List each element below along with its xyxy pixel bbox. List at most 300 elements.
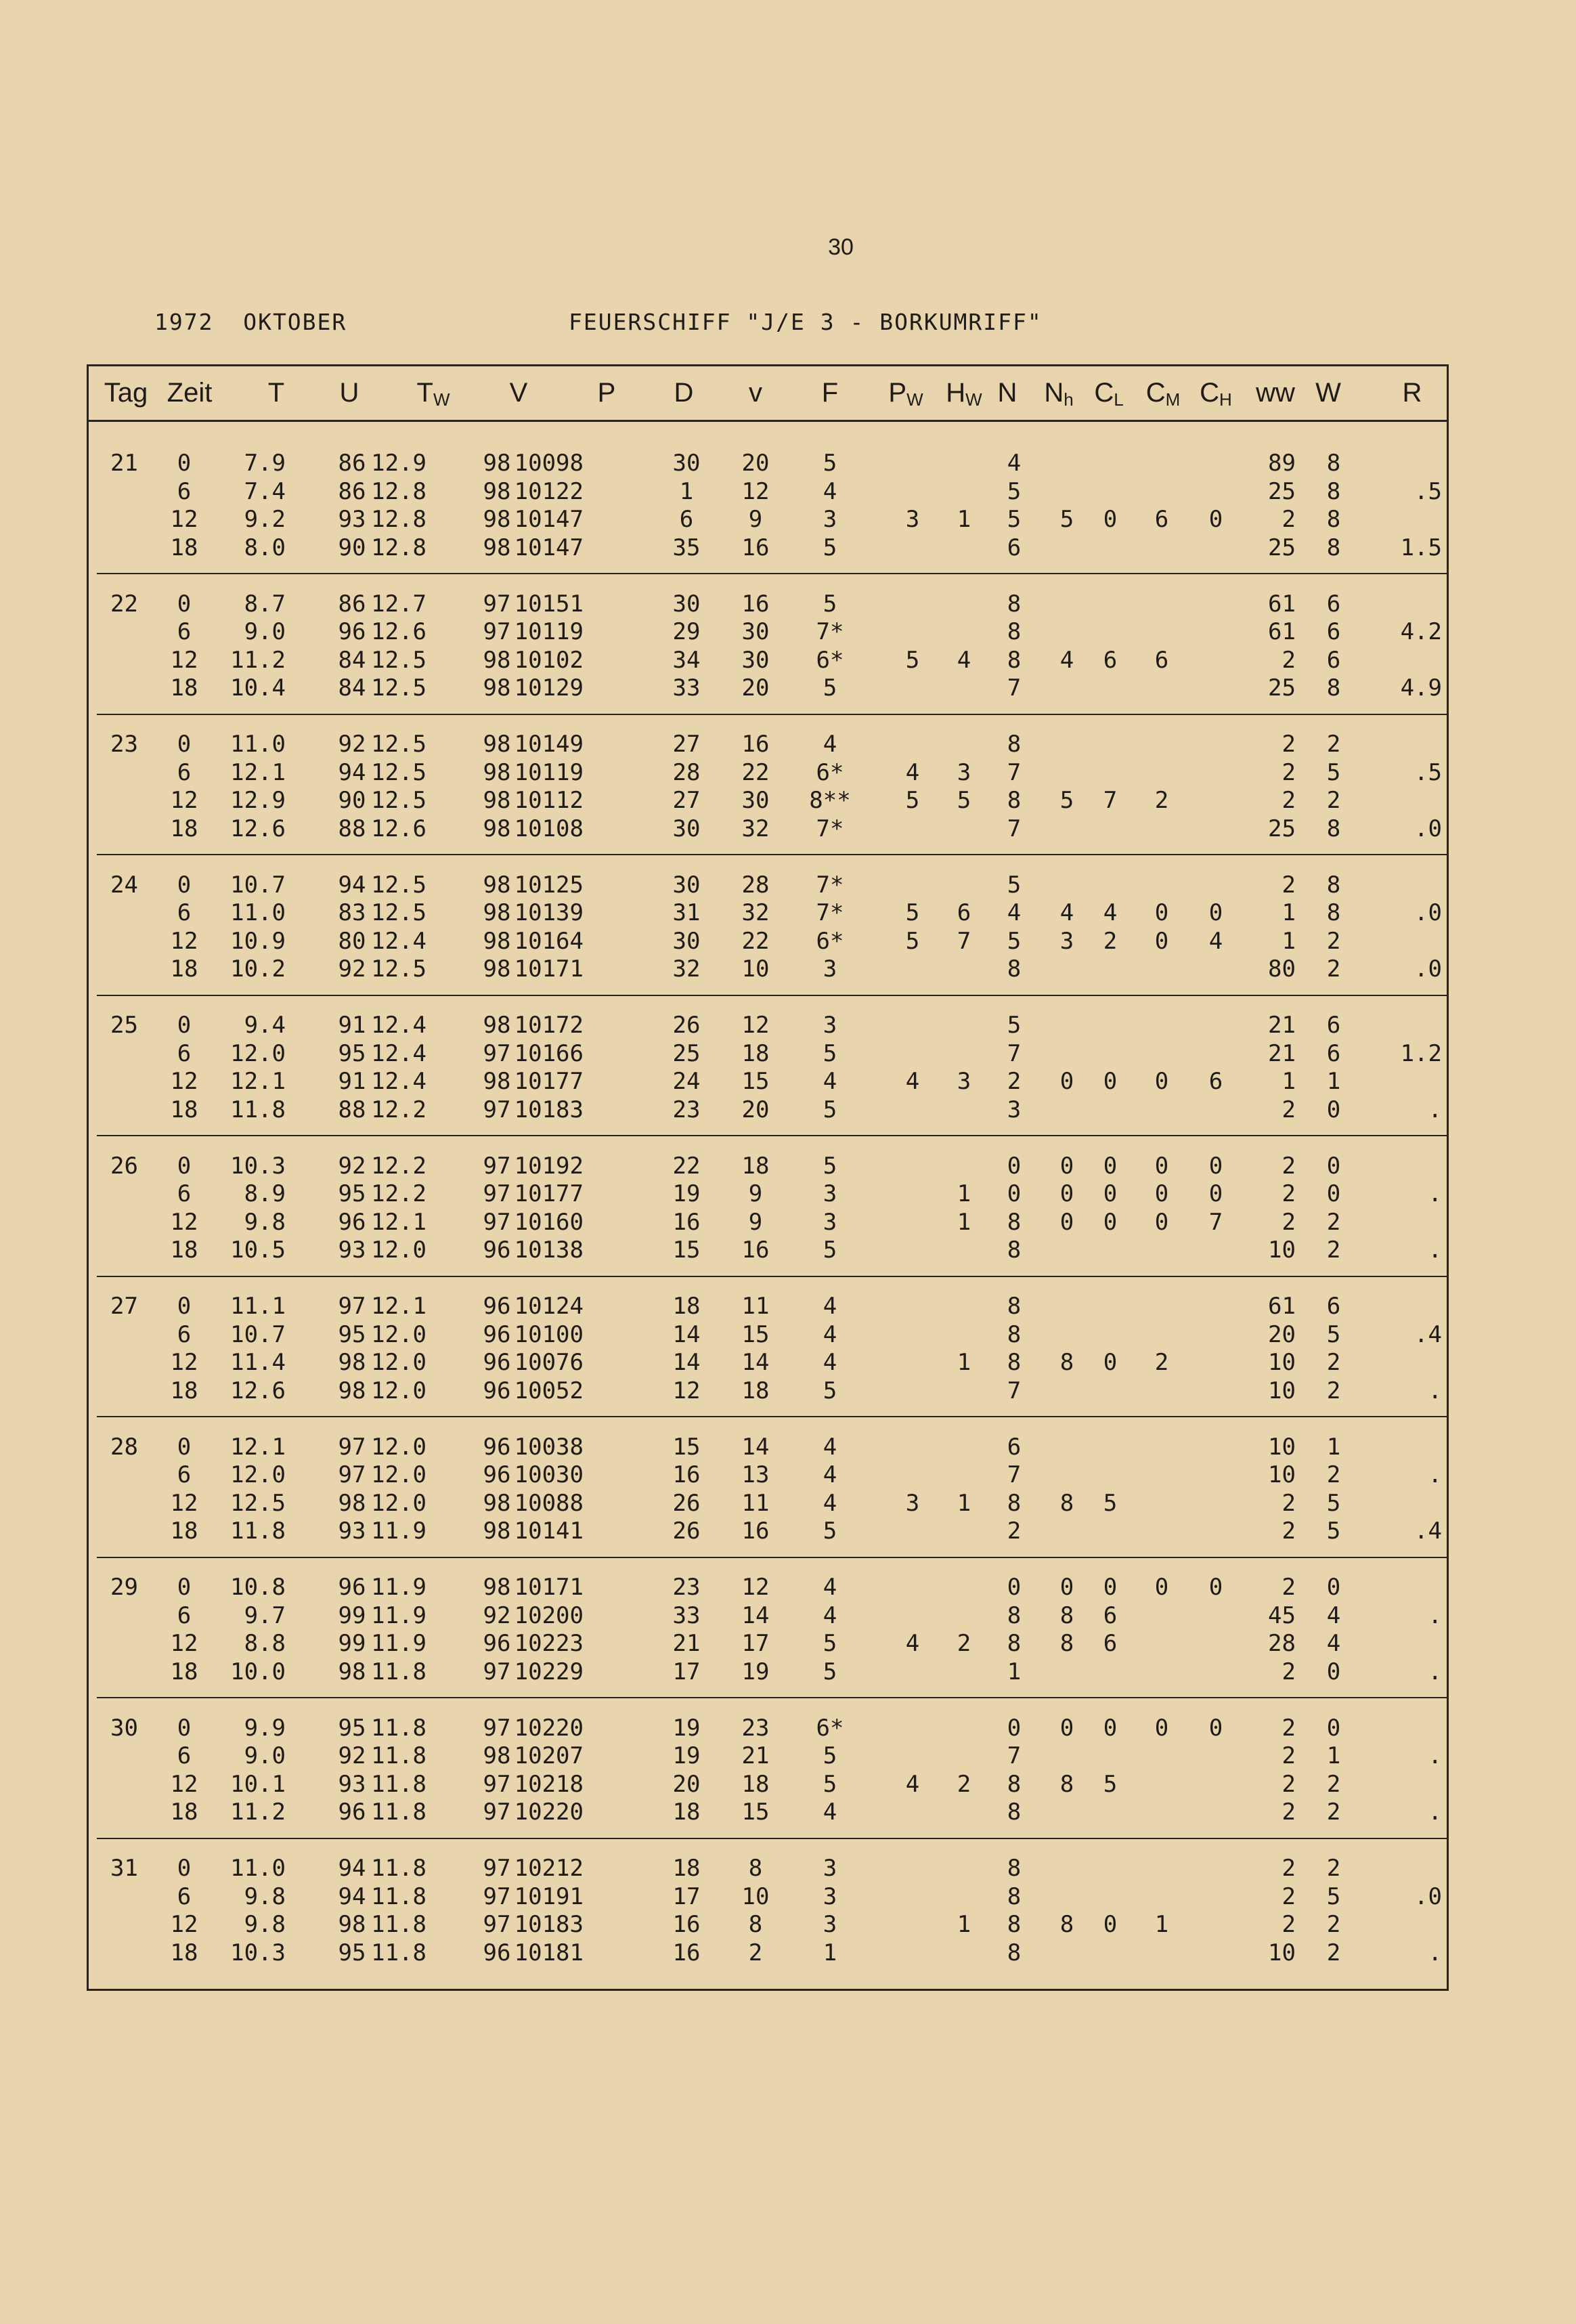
table-cell: 1 bbox=[957, 1911, 971, 1938]
table-cell: 11.0 bbox=[230, 731, 286, 758]
table-cell: 12 bbox=[170, 1068, 198, 1095]
table-cell: 10160 bbox=[514, 1208, 584, 1236]
table-cell: 6 bbox=[177, 618, 192, 645]
table-cell: 97 bbox=[483, 1152, 511, 1180]
table-cell: 32 bbox=[741, 899, 770, 926]
table-cell: 4 bbox=[1103, 899, 1118, 926]
column-header-subscript: W bbox=[965, 389, 982, 410]
table-cell: 2 bbox=[1326, 731, 1341, 758]
table-cell: 18 bbox=[170, 1658, 198, 1685]
table-cell: 80 bbox=[338, 927, 366, 955]
column-header-label: N bbox=[997, 378, 1017, 408]
column-header-label: T bbox=[416, 378, 433, 408]
table-cell: 18 bbox=[170, 955, 198, 983]
table-cell: 5 bbox=[1103, 1770, 1118, 1798]
table-cell: 3 bbox=[823, 955, 837, 983]
table-cell: 0 bbox=[1326, 1180, 1341, 1207]
table-cell: 2 bbox=[1154, 787, 1169, 814]
column-header bbox=[674, 378, 694, 408]
table-cell: 18 bbox=[170, 815, 198, 842]
table-cell: 18 bbox=[672, 1799, 701, 1826]
day-group bbox=[89, 1715, 1447, 1855]
table-cell: 0 bbox=[1059, 1208, 1074, 1236]
table-cell: 12.0 bbox=[371, 1377, 426, 1404]
table-cell: 8 bbox=[1007, 1320, 1022, 1348]
table-cell: 15 bbox=[672, 1433, 701, 1461]
table-cell: 18 bbox=[170, 1518, 198, 1545]
table-cell: 97 bbox=[483, 1096, 511, 1123]
table-cell: 94 bbox=[338, 758, 366, 786]
table-cell: 28 bbox=[741, 871, 770, 899]
table-cell: 0 bbox=[1059, 1068, 1074, 1095]
table-cell: .0 bbox=[1414, 815, 1442, 842]
table-cell: 0 bbox=[1103, 1152, 1118, 1180]
table-cell: 4 bbox=[823, 1601, 837, 1629]
table-cell: 7 bbox=[1208, 1208, 1223, 1236]
table-cell: 6 bbox=[177, 1601, 192, 1629]
column-header bbox=[510, 378, 528, 408]
column-header bbox=[1200, 378, 1232, 410]
table-cell: 92 bbox=[338, 731, 366, 758]
table-cell: .0 bbox=[1414, 899, 1442, 926]
table-cell: 14 bbox=[741, 1349, 770, 1376]
day-divider bbox=[97, 573, 1447, 574]
table-cell: 22 bbox=[741, 927, 770, 955]
table-cell: 18 bbox=[741, 1039, 770, 1067]
table-cell: 11.0 bbox=[230, 899, 286, 926]
table-cell: 96 bbox=[338, 1574, 366, 1601]
table-cell: 8** bbox=[809, 787, 851, 814]
table-cell: 6 bbox=[177, 1461, 192, 1488]
table-cell: 8 bbox=[1007, 1911, 1022, 1938]
table-cell: 99 bbox=[338, 1601, 366, 1629]
table-cell: 10038 bbox=[514, 1433, 584, 1461]
table-cell: 99 bbox=[338, 1630, 366, 1657]
table-cell: 7 bbox=[1007, 758, 1022, 786]
table-cell: 30 bbox=[741, 787, 770, 814]
table-cell: 5 bbox=[1059, 787, 1074, 814]
table-cell: 8 bbox=[1059, 1770, 1074, 1798]
day-group bbox=[89, 1434, 1447, 1574]
table-cell: 98 bbox=[338, 1489, 366, 1517]
table-cell: 7* bbox=[816, 815, 844, 842]
table-cell: 7.4 bbox=[244, 477, 286, 505]
table-cell: 12 bbox=[170, 1770, 198, 1798]
table-cell: 10138 bbox=[514, 1236, 584, 1264]
table-cell: 20 bbox=[741, 674, 770, 702]
column-header bbox=[1094, 378, 1123, 410]
table-cell: 2 bbox=[1326, 1208, 1341, 1236]
table-cell: 8 bbox=[1326, 450, 1341, 477]
table-cell: 35 bbox=[672, 534, 701, 561]
table-cell: 31 bbox=[672, 899, 701, 926]
table-cell: 95 bbox=[338, 1320, 366, 1348]
table-cell: 2 bbox=[748, 1939, 763, 1966]
table-cell: 12.0 bbox=[371, 1320, 426, 1348]
table-cell: 10076 bbox=[514, 1349, 584, 1376]
table-cell: 7 bbox=[1007, 1742, 1022, 1769]
table-cell: 11.1 bbox=[230, 1293, 286, 1320]
table-cell: 4 bbox=[905, 1770, 920, 1798]
table-cell: 6 bbox=[177, 1742, 192, 1769]
table-cell: 12.8 bbox=[371, 477, 426, 505]
day-number: 29 bbox=[110, 1574, 138, 1601]
table-cell: 2 bbox=[1326, 1799, 1341, 1826]
table-cell: 0 bbox=[1103, 1574, 1118, 1601]
table-cell: 9.0 bbox=[244, 1742, 286, 1769]
table-cell: 0 bbox=[177, 1152, 192, 1180]
table-cell: 25 bbox=[1268, 815, 1296, 842]
table-cell: 83 bbox=[338, 899, 366, 926]
table-cell: 8 bbox=[1059, 1911, 1074, 1938]
table-cell: 11 bbox=[741, 1489, 770, 1517]
table-cell: 3 bbox=[905, 1489, 920, 1517]
table-cell: 0 bbox=[177, 1433, 192, 1461]
page-number: 30 bbox=[828, 234, 854, 260]
table-cell: 12.2 bbox=[371, 1152, 426, 1180]
table-cell: 7 bbox=[1007, 1461, 1022, 1488]
table-cell: 0 bbox=[1059, 1574, 1074, 1601]
table-cell: 5 bbox=[1326, 1320, 1341, 1348]
table-cell: 7* bbox=[816, 871, 844, 899]
year-month-heading: 1972 OKTOBER bbox=[154, 309, 347, 335]
table-cell: 10.7 bbox=[230, 1320, 286, 1348]
table-cell: 17 bbox=[741, 1630, 770, 1657]
table-cell: 16 bbox=[672, 1208, 701, 1236]
table-cell: 3 bbox=[957, 758, 971, 786]
table-cell: 6* bbox=[816, 646, 844, 674]
table-cell: 2 bbox=[1007, 1518, 1022, 1545]
table-cell: 2 bbox=[1326, 1770, 1341, 1798]
table-cell: 5 bbox=[823, 1630, 837, 1657]
table-cell: 90 bbox=[338, 787, 366, 814]
table-cell: 10119 bbox=[514, 758, 584, 786]
table-cell: 92 bbox=[338, 955, 366, 983]
table-cell: 5 bbox=[905, 787, 920, 814]
table-cell: 18 bbox=[170, 1236, 198, 1264]
table-cell: 2 bbox=[1103, 927, 1118, 955]
table-cell: 11.8 bbox=[371, 1742, 426, 1769]
table-cell: 5 bbox=[1326, 1489, 1341, 1517]
table-cell: 30 bbox=[741, 646, 770, 674]
table-cell: 11.8 bbox=[371, 1911, 426, 1938]
table-cell: 18 bbox=[170, 1096, 198, 1123]
table-cell: 98 bbox=[338, 1911, 366, 1938]
table-cell: 12 bbox=[170, 646, 198, 674]
table-cell: 1 bbox=[1282, 1068, 1296, 1095]
column-header-label: ww bbox=[1256, 378, 1295, 408]
day-divider bbox=[97, 1697, 1447, 1698]
table-cell: 6 bbox=[1154, 646, 1169, 674]
table-cell: 18 bbox=[672, 1855, 701, 1882]
table-cell: 5 bbox=[823, 590, 837, 618]
table-cell: . bbox=[1428, 1236, 1442, 1264]
table-cell: 10181 bbox=[514, 1939, 584, 1966]
table-cell: 10172 bbox=[514, 1012, 584, 1039]
table-cell: 8 bbox=[1007, 646, 1022, 674]
day-divider bbox=[97, 714, 1447, 715]
table-cell: 96 bbox=[338, 1208, 366, 1236]
table-cell: 97 bbox=[483, 1039, 511, 1067]
table-cell: 10223 bbox=[514, 1630, 584, 1657]
table-cell: 5 bbox=[905, 899, 920, 926]
table-cell: 7 bbox=[1007, 1377, 1022, 1404]
table-cell: 11.8 bbox=[371, 1799, 426, 1826]
table-cell: 5 bbox=[823, 1039, 837, 1067]
table-cell: 6 bbox=[1208, 1068, 1223, 1095]
table-cell: . bbox=[1428, 1461, 1442, 1488]
table-cell: 0 bbox=[177, 1714, 192, 1742]
table-cell: 8 bbox=[1326, 674, 1341, 702]
table-cell: 9 bbox=[748, 1208, 763, 1236]
table-cell: 21 bbox=[1268, 1012, 1296, 1039]
table-cell: 2 bbox=[1282, 1658, 1296, 1685]
table-cell: 10192 bbox=[514, 1152, 584, 1180]
table-cell: 10220 bbox=[514, 1799, 584, 1826]
table-cell: 5 bbox=[823, 450, 837, 477]
table-cell: 2 bbox=[1282, 731, 1296, 758]
table-cell: 5 bbox=[957, 787, 971, 814]
table-cell: 10102 bbox=[514, 646, 584, 674]
table-cell: .5 bbox=[1414, 758, 1442, 786]
day-group bbox=[89, 872, 1447, 1012]
table-cell: 26 bbox=[672, 1518, 701, 1545]
table-cell: 97 bbox=[483, 590, 511, 618]
column-header-subscript: M bbox=[1165, 389, 1181, 410]
table-cell: 5 bbox=[823, 1770, 837, 1798]
table-cell: 8 bbox=[1007, 1882, 1022, 1910]
table-cell: 4 bbox=[823, 1433, 837, 1461]
table-cell: 30 bbox=[672, 927, 701, 955]
table-cell: 89 bbox=[1268, 450, 1296, 477]
table-cell: 84 bbox=[338, 646, 366, 674]
table-cell: 2 bbox=[1326, 1939, 1341, 1966]
table-cell: 0 bbox=[1103, 1349, 1118, 1376]
table-cell: 10164 bbox=[514, 927, 584, 955]
table-cell: 10.2 bbox=[230, 955, 286, 983]
table-cell: 20 bbox=[741, 450, 770, 477]
day-group bbox=[89, 1574, 1447, 1715]
table-cell: 3 bbox=[823, 1208, 837, 1236]
table-cell: 10 bbox=[741, 955, 770, 983]
table-cell: 94 bbox=[338, 1855, 366, 1882]
table-cell: 2 bbox=[1326, 955, 1341, 983]
table-cell: 5 bbox=[823, 534, 837, 561]
table-cell: 12.0 bbox=[230, 1039, 286, 1067]
table-cell: 4.2 bbox=[1400, 618, 1442, 645]
table-cell: 15 bbox=[741, 1068, 770, 1095]
table-cell: 23 bbox=[672, 1096, 701, 1123]
table-cell: 8 bbox=[1007, 1208, 1022, 1236]
table-cell: 0 bbox=[1154, 1068, 1169, 1095]
column-header-label: R bbox=[1402, 378, 1422, 408]
table-cell: 98 bbox=[483, 1574, 511, 1601]
table-cell: 1 bbox=[957, 1180, 971, 1207]
table-cell: 86 bbox=[338, 477, 366, 505]
table-cell: 33 bbox=[672, 674, 701, 702]
table-cell: 95 bbox=[338, 1714, 366, 1742]
table-cell: 4 bbox=[823, 1320, 837, 1348]
table-cell: 5 bbox=[1059, 506, 1074, 533]
table-cell: 1 bbox=[823, 1939, 837, 1966]
table-cell: 30 bbox=[672, 450, 701, 477]
table-cell: 8 bbox=[1007, 618, 1022, 645]
table-cell: 7* bbox=[816, 618, 844, 645]
column-header-label: P bbox=[597, 378, 616, 408]
table-cell: 0 bbox=[1059, 1714, 1074, 1742]
day-group bbox=[89, 731, 1447, 872]
table-cell: 7.9 bbox=[244, 450, 286, 477]
table-cell: 5 bbox=[1326, 758, 1341, 786]
table-cell: . bbox=[1428, 1096, 1442, 1123]
table-cell: 16 bbox=[672, 1461, 701, 1488]
table-cell: 97 bbox=[483, 1882, 511, 1910]
table-cell: 88 bbox=[338, 815, 366, 842]
table-cell: 6 bbox=[1326, 646, 1341, 674]
day-number: 26 bbox=[110, 1152, 138, 1180]
table-cell: 5 bbox=[823, 674, 837, 702]
table-cell: 2 bbox=[1282, 1574, 1296, 1601]
table-cell: 0 bbox=[1208, 899, 1223, 926]
table-cell: 2 bbox=[1282, 1799, 1296, 1826]
table-cell: 98 bbox=[483, 955, 511, 983]
table-cell: 98 bbox=[483, 450, 511, 477]
table-cell: 16 bbox=[741, 1518, 770, 1545]
table-cell: 6 bbox=[177, 1320, 192, 1348]
table-cell: 10171 bbox=[514, 955, 584, 983]
table-cell: 12.5 bbox=[371, 787, 426, 814]
table-cell: 1.5 bbox=[1400, 534, 1442, 561]
table-cell: 4.9 bbox=[1400, 674, 1442, 702]
column-header bbox=[1256, 378, 1295, 408]
table-cell: 4 bbox=[905, 758, 920, 786]
table-cell: 98 bbox=[338, 1349, 366, 1376]
table-cell: 10177 bbox=[514, 1068, 584, 1095]
table-cell: 34 bbox=[672, 646, 701, 674]
table-cell: 11.8 bbox=[371, 1882, 426, 1910]
table-cell: 3 bbox=[823, 1180, 837, 1207]
table-cell: 8.0 bbox=[244, 534, 286, 561]
table-cell: 9.8 bbox=[244, 1882, 286, 1910]
table-cell: 0 bbox=[1059, 1180, 1074, 1207]
table-cell: 12.1 bbox=[371, 1293, 426, 1320]
table-cell: 1 bbox=[1326, 1068, 1341, 1095]
table-cell: 16 bbox=[741, 534, 770, 561]
table-cell: 2 bbox=[1007, 1068, 1022, 1095]
table-cell: 11.9 bbox=[371, 1601, 426, 1629]
table-cell: 18 bbox=[741, 1152, 770, 1180]
table-cell: 12.1 bbox=[230, 1068, 286, 1095]
table-cell: 9.8 bbox=[244, 1208, 286, 1236]
table-cell: 4 bbox=[1326, 1630, 1341, 1657]
table-cell: 4 bbox=[905, 1068, 920, 1095]
table-cell: 20 bbox=[672, 1770, 701, 1798]
column-header-label: H bbox=[946, 378, 966, 408]
table-cell: 4 bbox=[823, 1349, 837, 1376]
table-cell: 6 bbox=[1103, 1601, 1118, 1629]
table-cell: 0 bbox=[1154, 1714, 1169, 1742]
table-cell: 24 bbox=[672, 1068, 701, 1095]
table-cell: 19 bbox=[672, 1714, 701, 1742]
table-cell: 5 bbox=[1007, 871, 1022, 899]
table-cell: 12 bbox=[170, 506, 198, 533]
table-cell: 12.7 bbox=[371, 590, 426, 618]
table-cell: 10 bbox=[1268, 1433, 1296, 1461]
table-cell: 6 bbox=[1326, 1293, 1341, 1320]
table-cell: 12 bbox=[170, 1208, 198, 1236]
table-cell: 6 bbox=[1154, 506, 1169, 533]
table-cell: 13 bbox=[741, 1461, 770, 1488]
table-cell: 1 bbox=[1282, 899, 1296, 926]
table-cell: 22 bbox=[672, 1152, 701, 1180]
table-cell: 61 bbox=[1268, 1293, 1296, 1320]
table-cell: 12.4 bbox=[371, 1039, 426, 1067]
table-cell: 6 bbox=[177, 1180, 192, 1207]
table-cell: 12 bbox=[170, 927, 198, 955]
table-cell: 8 bbox=[1007, 1855, 1022, 1882]
table-cell: 10 bbox=[1268, 1939, 1296, 1966]
column-header-label: Tag bbox=[104, 378, 148, 408]
table-cell: 10.8 bbox=[230, 1574, 286, 1601]
table-cell: 17 bbox=[672, 1882, 701, 1910]
column-header bbox=[1044, 378, 1073, 410]
table-cell: 6* bbox=[816, 927, 844, 955]
table-cell: 98 bbox=[483, 534, 511, 561]
table-cell: 10.7 bbox=[230, 871, 286, 899]
table-cell: 26 bbox=[672, 1489, 701, 1517]
table-cell: 12.8 bbox=[371, 534, 426, 561]
table-cell: 96 bbox=[483, 1293, 511, 1320]
table-cell: 8 bbox=[748, 1911, 763, 1938]
table-cell: 2 bbox=[1282, 1180, 1296, 1207]
table-cell: 3 bbox=[823, 1882, 837, 1910]
column-header-label: C bbox=[1094, 378, 1114, 408]
column-header-subscript: W bbox=[906, 389, 923, 410]
day-group bbox=[89, 1153, 1447, 1293]
table-cell: 98 bbox=[483, 646, 511, 674]
table-cell: 0 bbox=[1103, 1068, 1118, 1095]
table-cell: 12.5 bbox=[230, 1489, 286, 1517]
table-cell: 12.4 bbox=[371, 927, 426, 955]
table-cell: 2 bbox=[1282, 787, 1296, 814]
table-cell: 5 bbox=[823, 1658, 837, 1685]
table-cell: 0 bbox=[1326, 1152, 1341, 1180]
table-cell: 10183 bbox=[514, 1096, 584, 1123]
table-cell: 10098 bbox=[514, 450, 584, 477]
table-cell: 98 bbox=[483, 871, 511, 899]
table-cell: 3 bbox=[1059, 927, 1074, 955]
column-header bbox=[167, 378, 213, 408]
table-cell: 11.2 bbox=[230, 1799, 286, 1826]
table-cell: 22 bbox=[741, 758, 770, 786]
table-cell: 2 bbox=[1282, 1742, 1296, 1769]
table-cell: 92 bbox=[338, 1742, 366, 1769]
table-cell: 12.8 bbox=[371, 506, 426, 533]
table-cell: 8 bbox=[1007, 590, 1022, 618]
table-cell: 8 bbox=[1007, 1293, 1022, 1320]
table-cell: 0 bbox=[1326, 1096, 1341, 1123]
table-cell: 1 bbox=[1154, 1911, 1169, 1938]
table-cell: 6 bbox=[1103, 646, 1118, 674]
table-cell: 10151 bbox=[514, 590, 584, 618]
column-header bbox=[1403, 378, 1422, 408]
table-cell: 12.4 bbox=[371, 1068, 426, 1095]
column-header-label: C bbox=[1200, 378, 1220, 408]
day-number: 28 bbox=[110, 1433, 138, 1461]
table-cell: 6 bbox=[1103, 1630, 1118, 1657]
table-cell: 2 bbox=[1326, 1855, 1341, 1882]
table-cell: 33 bbox=[672, 1601, 701, 1629]
